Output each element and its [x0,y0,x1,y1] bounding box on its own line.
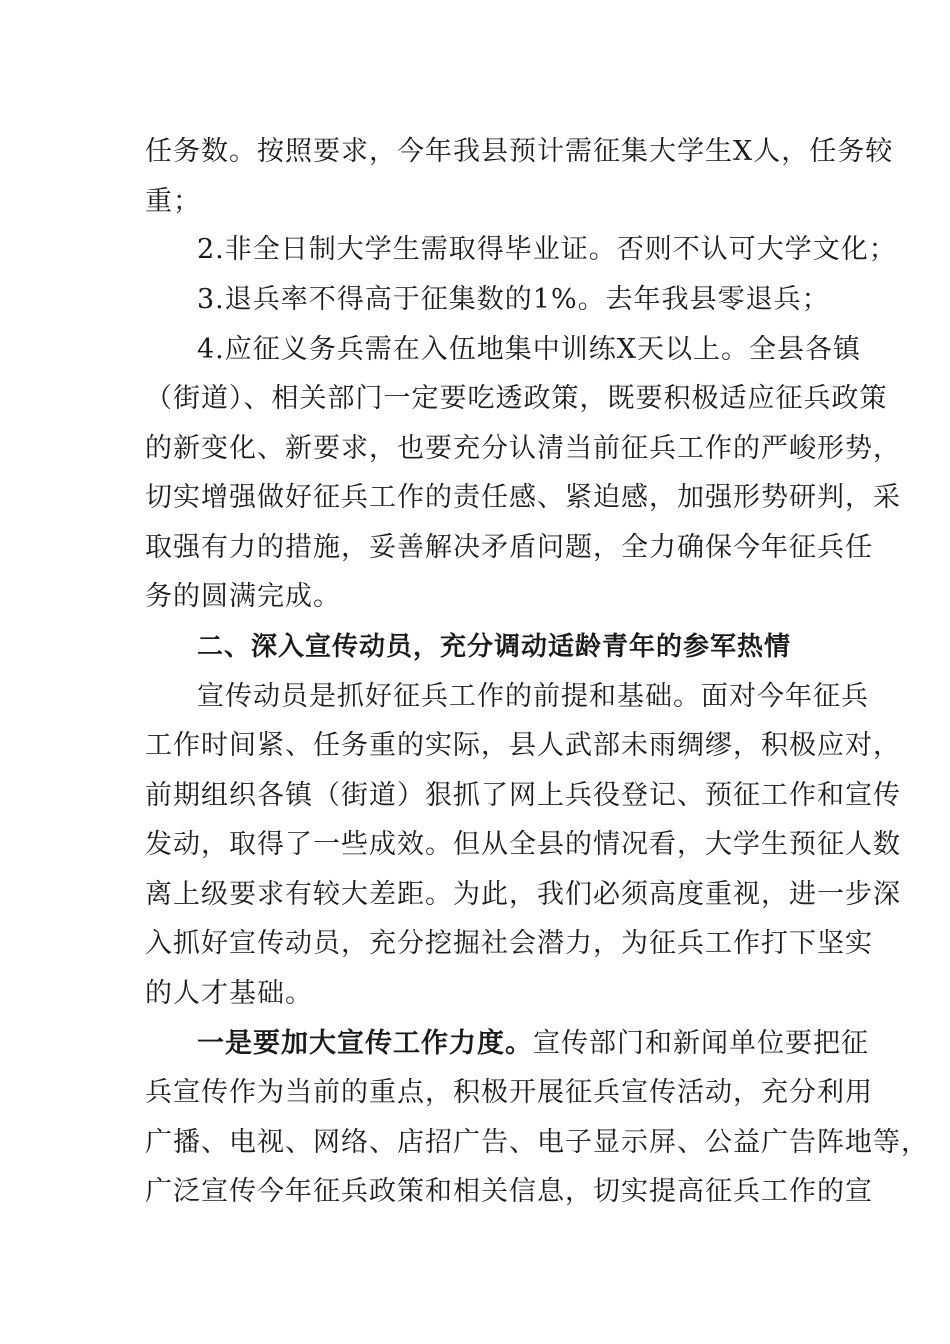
body-line: 离上级要求有较大差距。为此，我们必须高度重视，进一步深 [145,879,901,910]
body-line: 兵宣传作为当前的重点，积极开展征兵宣传活动，充分利用 [145,1077,873,1108]
body-line: 发动，取得了一些成效。但从全县的情况看，大学生预征人数 [145,829,901,860]
body-line: （街道）、相关部门一定要吃透政策，既要积极适应征兵政策 [145,383,888,414]
body-line: 宣传动员是抓好征兵工作的前提和基础。面对今年征兵 [197,681,869,712]
body-line: 的新变化、新要求，也要充分认清当前征兵工作的严峻形势， [145,433,901,464]
lead-in-phrase: 一是要加大宣传工作力度。 [197,1028,533,1059]
body-text: 宣传部门和新闻单位要把征 [533,1028,869,1059]
body-line: 取强有力的措施，妥善解决矛盾问题，全力确保今年征兵任 [145,532,873,563]
body-line: 广播、电视、网络、店招广告、电子显示屏、公益广告阵地等， [145,1127,929,1158]
list-item-3: 3.退兵率不得高于征集数的1%。去年我县零退兵； [197,284,830,315]
body-line: 入抓好宣传动员，充分挖掘社会潜力，为征兵工作打下坚实 [145,928,873,959]
list-item-2: 2.非全日制大学生需取得毕业证。否则不认可大学文化； [197,234,897,265]
list-item-4: 4.应征义务兵需在入伍地集中训练X天以上。全县各镇 [197,334,861,365]
body-line: 重； [145,186,201,217]
body-line: 工作时间紧、任务重的实际，县人武部未雨绸缪，积极应对， [145,730,901,761]
body-line: 的人才基础。 [145,978,313,1009]
body-line: 前期组织各镇（街道）狠抓了网上兵役登记、预征工作和宣传 [145,780,901,811]
body-line: 广泛宣传今年征兵政策和相关信息，切实提高征兵工作的宣 [145,1176,873,1207]
section-heading: 二、深入宣传动员，充分调动适龄青年的参军热情 [197,632,792,662]
body-line: 任务数。按照要求，今年我县预计需征集大学生X人，任务较 [145,136,894,167]
body-line: 务的圆满完成。 [145,581,341,612]
paragraph-start [197,1027,869,1061]
body-line: 切实增强做好征兵工作的责任感、紧迫感，加强形势研判，采 [145,482,901,513]
